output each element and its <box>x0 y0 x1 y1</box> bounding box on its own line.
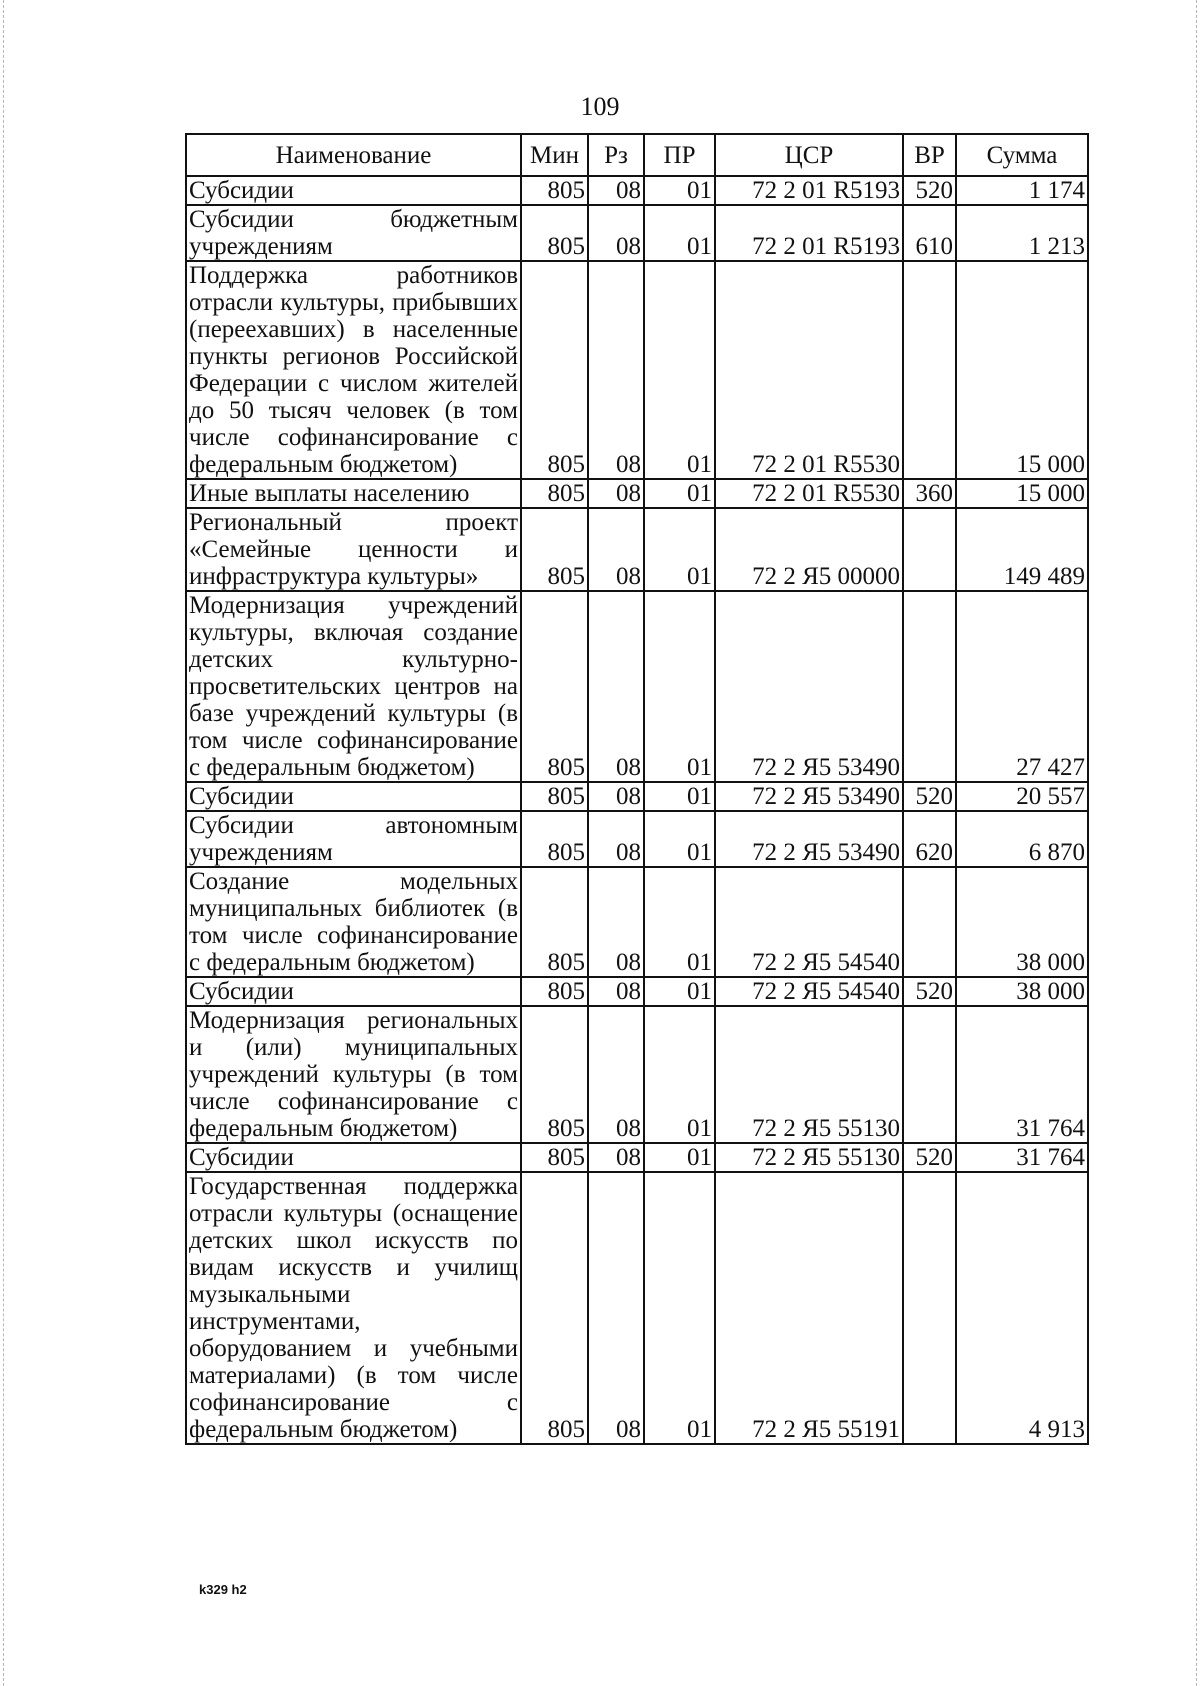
cell-name: Субсидии <box>186 1143 521 1172</box>
cell-csr: 72 2 01 R5530 <box>715 261 903 479</box>
cell-rz: 08 <box>588 1172 644 1444</box>
cell-csr: 72 2 01 R5193 <box>715 176 903 205</box>
cell-sum: 27 427 <box>956 591 1088 782</box>
cell-name: Иные выплаты населению <box>186 479 521 508</box>
cell-vr: 520 <box>903 1143 956 1172</box>
cell-min: 805 <box>521 205 588 261</box>
cell-vr: 360 <box>903 479 956 508</box>
cell-pr: 01 <box>644 977 715 1006</box>
cell-vr: 620 <box>903 811 956 867</box>
header-name: Наименование <box>186 134 521 176</box>
cell-min: 805 <box>521 811 588 867</box>
cell-vr <box>903 591 956 782</box>
cell-name: Поддержка работников отрасли культуры, прибывших (переехавших) в населенные пункты регионов Российской Федерации с числом жителей до 50 тысяч человек (в том числе софинансирование с федеральным бюджетом) <box>186 261 521 479</box>
cell-name: Субсидии <box>186 176 521 205</box>
cell-csr: 72 2 Я5 54540 <box>715 867 903 977</box>
table-row <box>186 261 1088 479</box>
cell-pr: 01 <box>644 1172 715 1444</box>
cell-pr: 01 <box>644 1006 715 1143</box>
cell-sum: 20 557 <box>956 782 1088 811</box>
cell-sum: 38 000 <box>956 867 1088 977</box>
cell-rz: 08 <box>588 261 644 479</box>
cell-name: Субсидии <box>186 977 521 1006</box>
cell-name: Субсидии бюджетным учреждениям <box>186 205 521 261</box>
cell-pr: 01 <box>644 479 715 508</box>
cell-min: 805 <box>521 1006 588 1143</box>
cell-pr: 01 <box>644 205 715 261</box>
cell-vr: 520 <box>903 782 956 811</box>
cell-rz: 08 <box>588 867 644 977</box>
scan-edge-right <box>1196 0 1197 1686</box>
header-csr: ЦСР <box>715 134 903 176</box>
header-pr: ПР <box>644 134 715 176</box>
cell-name: Субсидии автономным учреждениям <box>186 811 521 867</box>
cell-csr: 72 2 01 R5193 <box>715 205 903 261</box>
header-rz: Рз <box>588 134 644 176</box>
cell-vr <box>903 261 956 479</box>
table-row <box>186 479 1088 508</box>
table-row <box>186 867 1088 977</box>
cell-vr: 520 <box>903 176 956 205</box>
header-sum: Сумма <box>956 134 1088 176</box>
cell-pr: 01 <box>644 508 715 591</box>
cell-csr: 72 2 Я5 55130 <box>715 1143 903 1172</box>
header-min: Мин <box>521 134 588 176</box>
cell-name: Государственная поддержка отрасли культуры (оснащение детских школ искусств по видам искусств и училищ музыкальными инструментами, оборудованием и учебными материалами) (в том числе софинансирование с федеральным бюджетом) <box>186 1172 521 1444</box>
cell-vr: 610 <box>903 205 956 261</box>
cell-sum: 15 000 <box>956 261 1088 479</box>
table-row <box>186 591 1088 782</box>
table-row <box>186 782 1088 811</box>
cell-sum: 149 489 <box>956 508 1088 591</box>
footer-code: k329 h2 <box>199 1582 247 1597</box>
page-number: 109 <box>580 92 620 121</box>
table-header <box>186 134 1088 176</box>
header-row <box>186 134 1088 176</box>
cell-name: Региональный проект «Семейные ценности и инфраструктура культуры» <box>186 508 521 591</box>
cell-sum: 31 764 <box>956 1006 1088 1143</box>
cell-vr <box>903 867 956 977</box>
cell-min: 805 <box>521 261 588 479</box>
cell-csr: 72 2 Я5 53490 <box>715 591 903 782</box>
cell-rz: 08 <box>588 479 644 508</box>
table-row <box>186 176 1088 205</box>
cell-name: Субсидии <box>186 782 521 811</box>
cell-min: 805 <box>521 782 588 811</box>
cell-vr <box>903 1006 956 1143</box>
cell-rz: 08 <box>588 176 644 205</box>
cell-vr <box>903 508 956 591</box>
table-row <box>186 508 1088 591</box>
cell-sum: 6 870 <box>956 811 1088 867</box>
cell-rz: 08 <box>588 782 644 811</box>
cell-rz: 08 <box>588 1006 644 1143</box>
table-row <box>186 1172 1088 1444</box>
cell-rz: 08 <box>588 508 644 591</box>
cell-sum: 1 213 <box>956 205 1088 261</box>
cell-min: 805 <box>521 1143 588 1172</box>
cell-name: Модернизация учреждений культуры, включая создание детских культурно-просветительских центров на базе учреждений культуры (в том числе софинансирование с федеральным бюджетом) <box>186 591 521 782</box>
cell-vr <box>903 1172 956 1444</box>
cell-csr: 72 2 Я5 53490 <box>715 811 903 867</box>
table-row <box>186 1006 1088 1143</box>
cell-rz: 08 <box>588 1143 644 1172</box>
cell-sum: 1 174 <box>956 176 1088 205</box>
cell-rz: 08 <box>588 205 644 261</box>
cell-min: 805 <box>521 508 588 591</box>
cell-csr: 72 2 Я5 55130 <box>715 1006 903 1143</box>
cell-min: 805 <box>521 867 588 977</box>
cell-name: Создание модельных муниципальных библиотек (в том числе софинансирование с федеральным бюджетом) <box>186 867 521 977</box>
cell-min: 805 <box>521 977 588 1006</box>
header-vr: ВР <box>903 134 956 176</box>
cell-csr: 72 2 Я5 54540 <box>715 977 903 1006</box>
cell-pr: 01 <box>644 867 715 977</box>
cell-csr: 72 2 Я5 53490 <box>715 782 903 811</box>
cell-csr: 72 2 Я5 55191 <box>715 1172 903 1444</box>
table-row <box>186 811 1088 867</box>
scan-edge-left <box>3 0 4 1686</box>
cell-rz: 08 <box>588 591 644 782</box>
cell-min: 805 <box>521 176 588 205</box>
cell-csr: 72 2 01 R5530 <box>715 479 903 508</box>
cell-min: 805 <box>521 479 588 508</box>
cell-pr: 01 <box>644 176 715 205</box>
cell-sum: 38 000 <box>956 977 1088 1006</box>
budget-table <box>185 133 1089 1445</box>
cell-min: 805 <box>521 1172 588 1444</box>
cell-sum: 31 764 <box>956 1143 1088 1172</box>
table-row <box>186 977 1088 1006</box>
table-row <box>186 205 1088 261</box>
cell-csr: 72 2 Я5 00000 <box>715 508 903 591</box>
cell-min: 805 <box>521 591 588 782</box>
cell-vr: 520 <box>903 977 956 1006</box>
cell-sum: 4 913 <box>956 1172 1088 1444</box>
cell-name: Модернизация региональных и (или) муниципальных учреждений культуры (в том числе софинансирование с федеральным бюджетом) <box>186 1006 521 1143</box>
cell-pr: 01 <box>644 1143 715 1172</box>
cell-rz: 08 <box>588 811 644 867</box>
cell-rz: 08 <box>588 977 644 1006</box>
table-body <box>186 176 1088 1444</box>
cell-pr: 01 <box>644 261 715 479</box>
cell-sum: 15 000 <box>956 479 1088 508</box>
cell-pr: 01 <box>644 782 715 811</box>
cell-pr: 01 <box>644 811 715 867</box>
cell-pr: 01 <box>644 591 715 782</box>
table-row <box>186 1143 1088 1172</box>
